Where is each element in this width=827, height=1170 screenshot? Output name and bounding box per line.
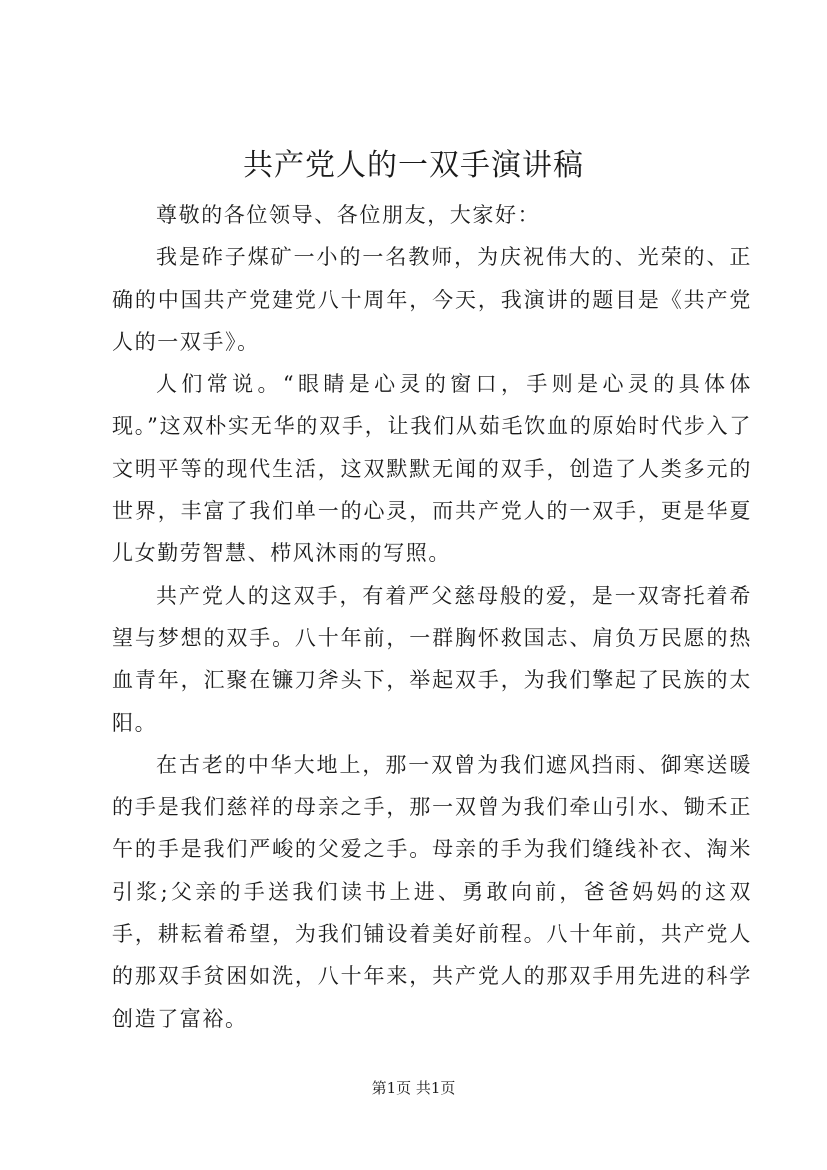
paragraph-party-hands: 共产党人的这双手，有着严父慈母般的爱，是一双寄托着希望与梦想的双手。八十年前，一群胸怀救国志、肩负万民愿的热血青年，汇聚在镰刀斧头下，举起双手，为我们擎起了民族的太阳。 (112, 583, 752, 735)
document-title: 共产党人的一双手演讲稿 (243, 148, 584, 183)
document-body (112, 194, 752, 1040)
paragraph-parents-hands: 在古老的中华大地上，那一双曾为我们遮风挡雨、御寒送暖的手是我们慈祥的母亲之手，那一双曾为我们牵山引水、锄禾正午的手是我们严峻的父爱之手。母亲的手为我们缝线补衣、淘米引浆;父亲的手送我们读书上进、勇敢向前，爸爸妈妈的这双手，耕耘着希望，为我们铺设着美好前程。八十年前，共产党人的那双手贫困如洗，八十年来，共产党人的那双手用先进的科学创造了富裕。 (112, 752, 752, 1031)
paragraph-introduction: 我是砟子煤矿一小的一名教师，为庆祝伟大的、光荣的、正确的中国共产党建党八十周年，今天，我演讲的题目是《共产党人的一双手》。 (112, 245, 752, 354)
paragraph-greeting: 尊敬的各位领导、各位朋友，大家好： (156, 203, 541, 227)
paragraph-hands-meaning: 人们常说。“眼睛是心灵的窗口，手则是心灵的具体体现。”这双朴实无华的双手，让我们从茹毛饮血的原始时代步入了文明平等的现代生活，这双默默无闻的双手，创造了人类多元的世界，丰富了我们单一的心灵，而共产党人的一双手，更是华夏儿女勤劳智慧、栉风沐雨的写照。 (112, 372, 752, 566)
page-footer: 第1页 共1页 (371, 1079, 456, 1097)
